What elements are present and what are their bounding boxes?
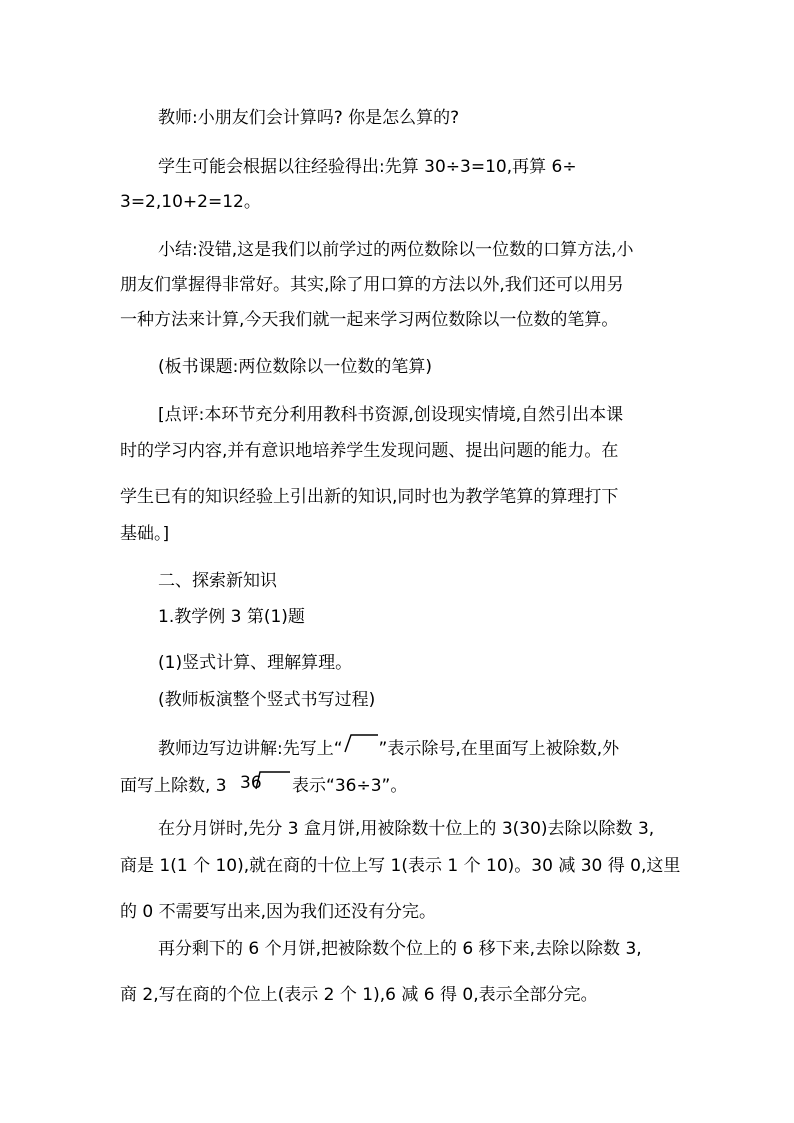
section-heading-explore: 二、探索新知识 xyxy=(158,571,277,591)
paragraph-vertical-calc: (1)竖式计算、理解算理。 xyxy=(158,653,353,673)
paragraph-summary-line2: 朋友们掌握得非常好。其实,除了用口算的方法以外,我们还可以用另 xyxy=(120,275,624,295)
paragraph-summary-line1: 小结:没错,这是我们以前学过的两位数除以一位数的口算方法,小 xyxy=(158,240,634,260)
dividend-number: 36 xyxy=(240,773,262,793)
long-division-symbol-icon xyxy=(343,734,379,754)
paragraph-explain-line2 xyxy=(120,771,407,798)
paragraph-comment-line2: 时的学习内容,并有意识地培养学生发现问题、提出问题的能力。在 xyxy=(120,441,619,461)
paragraph-mooncake-line2: 商是 1(1 个 10),就在商的十位上写 1(表示 1 个 10)。30 减 30 得 0,这里 xyxy=(120,856,681,876)
paragraph-comment-line4: 基础。] xyxy=(120,524,170,544)
paragraph-remaining-line2: 商 2,写在商的个位上(表示 2 个 1),6 减 6 得 0,表示全部分完。 xyxy=(120,985,598,1005)
paragraph-remaining-line1: 再分剩下的 6 个月饼,把被除数个位上的 6 移下来,去除以除数 3, xyxy=(158,939,642,959)
paragraph-explain-line1 xyxy=(158,734,619,761)
long-division-expression xyxy=(240,771,292,791)
paragraph-summary-line3: 一种方法来计算,今天我们就一起来学习两位数除以一位数的笔算。 xyxy=(120,310,619,330)
paragraph-teacher-question: 教师:小朋友们会计算吗? 你是怎么算的? xyxy=(158,108,460,128)
paragraph-board-title: (板书课题:两位数除以一位数的笔算) xyxy=(158,357,432,377)
paragraph-comment-line1: [点评:本环节充分利用教科书资源,创设现实情境,自然引出本课 xyxy=(158,405,624,425)
explain-text-after-symbol: ”表示除号,在里面写上被除数,外 xyxy=(378,739,620,759)
explain-divisor-text: 面写上除数, 3 xyxy=(120,776,227,796)
explain-text-before-symbol: 教师边写边讲解:先写上“ xyxy=(158,739,343,759)
paragraph-mooncake-line3: 的 0 不需要写出来,因为我们还没有分完。 xyxy=(120,902,437,922)
paragraph-student-answer-line1: 学生可能会根据以往经验得出:先算 30÷3=10,再算 6÷ xyxy=(158,157,577,177)
paragraph-example-title: 1.教学例 3 第(1)题 xyxy=(158,607,305,627)
paragraph-board-demo: (教师板演整个竖式书写过程) xyxy=(158,690,376,710)
explain-meaning-text: 表示“36÷3”。 xyxy=(292,776,408,796)
paragraph-comment-line3: 学生已有的知识经验上引出新的知识,同时也为教学笔算的算理打下 xyxy=(120,487,619,507)
paragraph-student-answer-line2: 3=2,10+2=12。 xyxy=(120,192,261,212)
paragraph-mooncake-line1: 在分月饼时,先分 3 盒月饼,用被除数十位上的 3(30)去除以除数 3, xyxy=(158,819,655,839)
